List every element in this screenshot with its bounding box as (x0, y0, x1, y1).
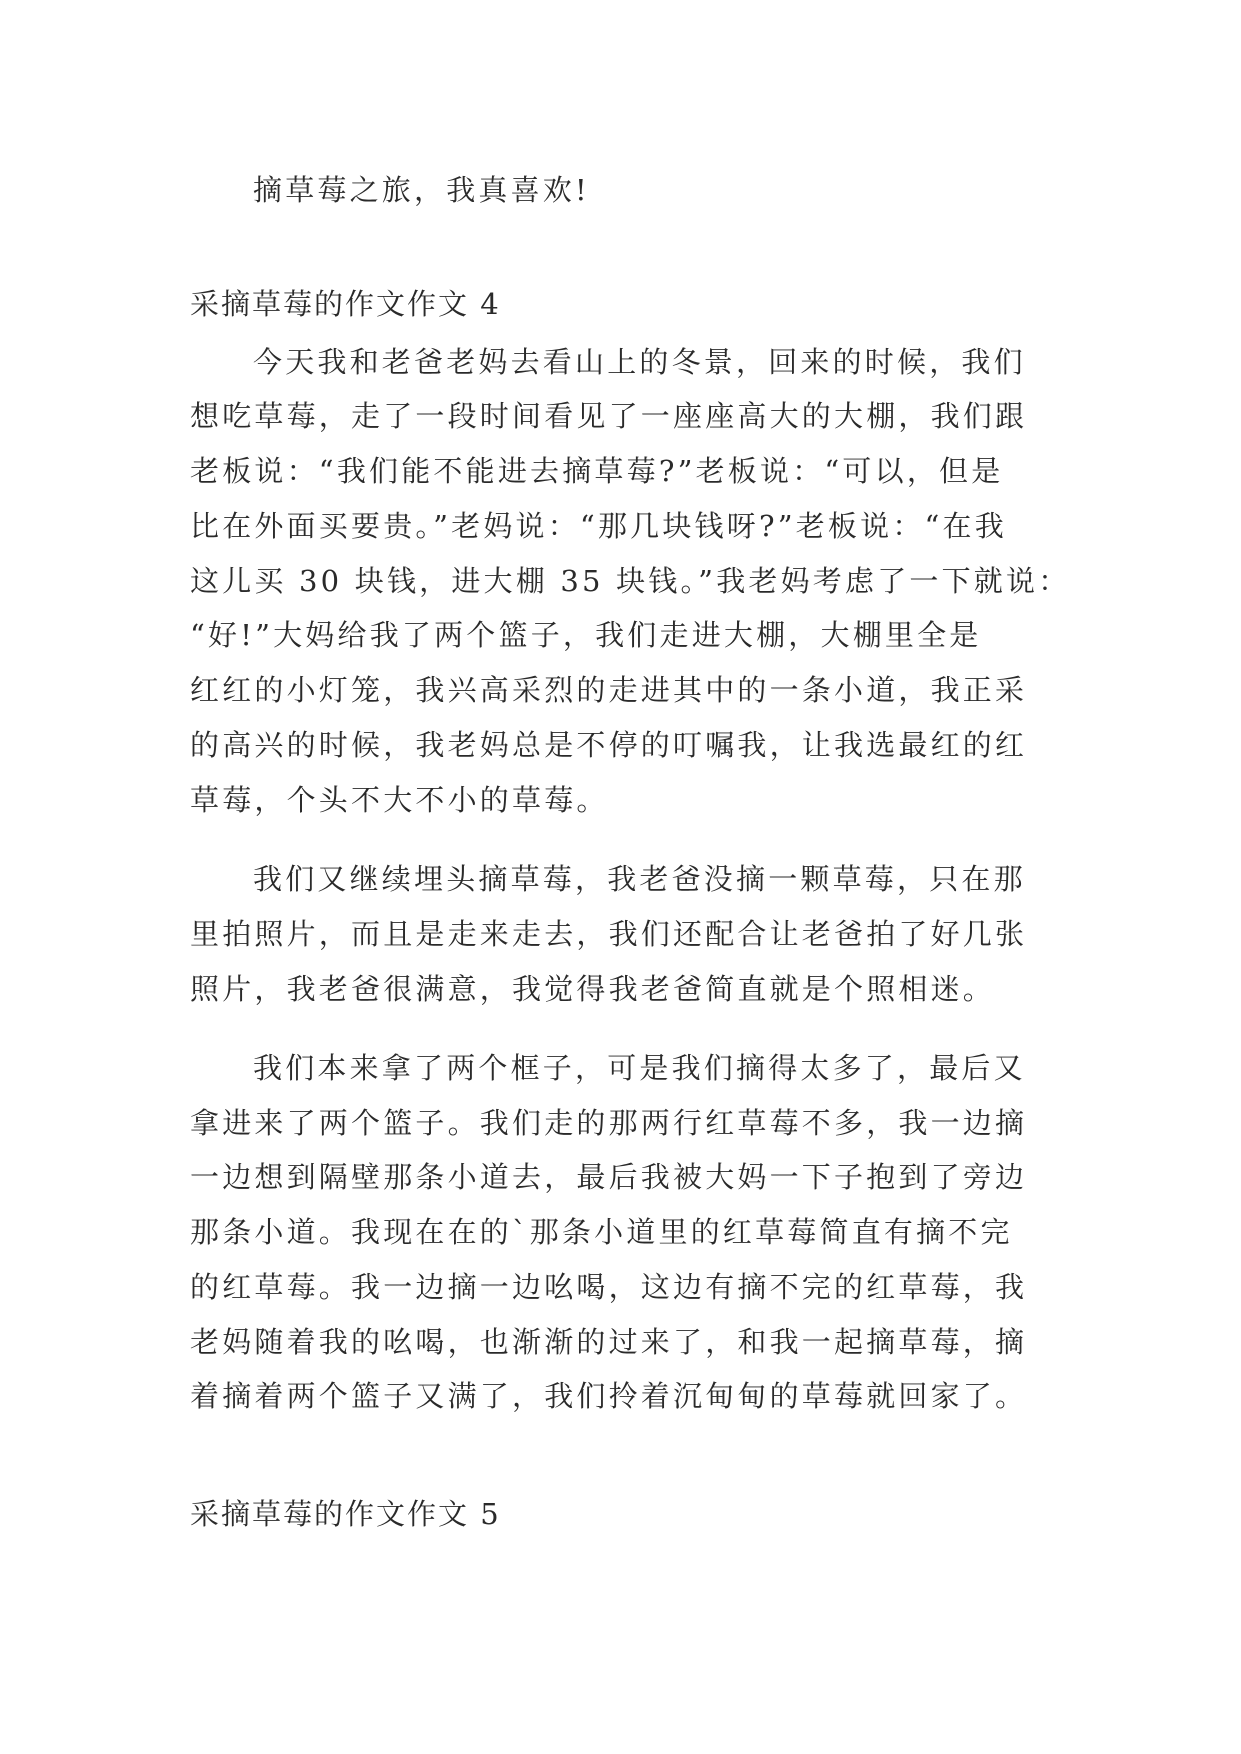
paragraph-line: “好!”大妈给我了两个篮子，我们走进大棚，大棚里全是 (190, 618, 982, 652)
paragraph-line: 今天我和老爸老妈去看山上的冬景，回来的时候，我们 (253, 345, 1026, 379)
paragraph-line: 的高兴的时候，我老妈总是不停的叮嘱我，让我选最红的红 (190, 728, 1028, 762)
paragraph-line: 照片，我老爸很满意，我觉得我老爸简直就是个照相迷。 (190, 972, 996, 1006)
paragraph-line: 我们本来拿了两个框子，可是我们摘得太多了，最后又 (253, 1051, 1026, 1085)
closing-line: 摘草莓之旅，我真喜欢! (253, 173, 590, 207)
section-4-title: 采摘草莓的作文作文 4 (190, 287, 501, 321)
paragraph-line: 比在外面买要贵。”老妈说：“那几块钱呀?”老板说：“在我 (190, 509, 1007, 543)
paragraph-line: 我们又继续埋头摘草莓，我老爸没摘一颗草莓，只在那 (253, 862, 1026, 896)
section-5-title: 采摘草莓的作文作文 5 (190, 1497, 501, 1531)
paragraph-line: 红红的小灯笼，我兴高采烈的走进其中的一条小道，我正采 (190, 673, 1028, 707)
paragraph-line: 老妈随着我的吆喝，也渐渐的过来了，和我一起摘草莓，摘 (190, 1325, 1028, 1359)
paragraph-line: 的红草莓。我一边摘一边吆喝，这边有摘不完的红草莓，我 (190, 1270, 1028, 1304)
paragraph-line: 草莓，个头不大不小的草莓。 (190, 783, 609, 817)
paragraph-line: 里拍照片，而且是走来走去，我们还配合让老爸拍了好几张 (190, 917, 1028, 951)
paragraph-line: 想吃草莓，走了一段时间看见了一座座高大的大棚，我们跟 (190, 399, 1028, 433)
paragraph-line: 老板说：“我们能不能进去摘草莓?”老板说：“可以，但是 (190, 454, 1004, 488)
paragraph-line: 一边想到隔壁那条小道去，最后我被大妈一下子抱到了旁边 (190, 1160, 1028, 1194)
paragraph-line: 这儿买 30 块钱，进大棚 35 块钱。”我老妈考虑了一下就说： (190, 564, 1071, 598)
paragraph-line: 拿进来了两个篮子。我们走的那两行红草莓不多，我一边摘 (190, 1106, 1028, 1140)
paragraph-line: 着摘着两个篮子又满了，我们拎着沉甸甸的草莓就回家了。 (190, 1379, 1028, 1413)
paragraph-line: 那条小道。我现在在的`那条小道里的红草莓简直有摘不完 (190, 1215, 1013, 1249)
